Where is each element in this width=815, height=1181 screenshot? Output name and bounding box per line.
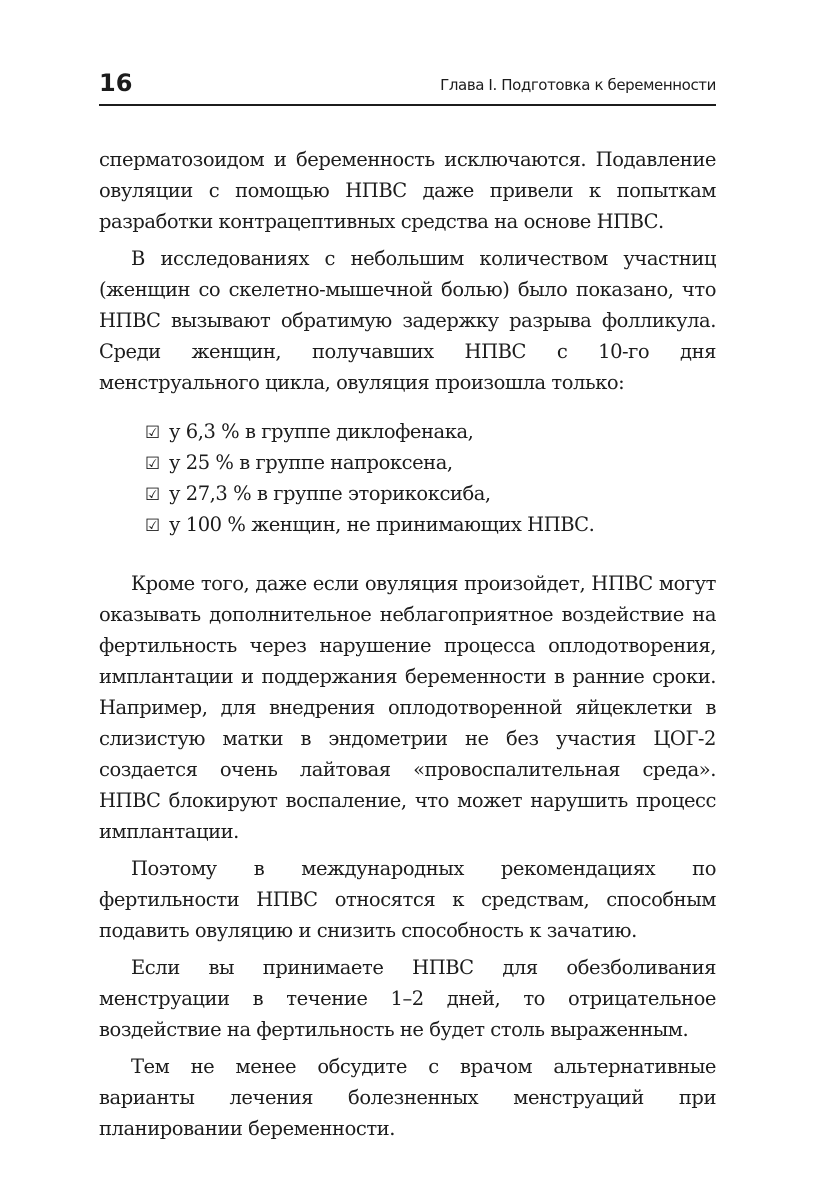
paragraph: В исследованиях с небольшим количеством участниц (женщин со скелетно-мышечной болью) было показано, что НПВС вызывают обратимую задержку разрыва фолликула. Среди женщин, получавших НПВС с 10-го дня менструального цикла, овуляция произошла только:: [99, 247, 716, 394]
list-item-text: у 6,3 % в группе диклофенака,: [169, 420, 474, 443]
paragraph: сперматозоидом и беременность исключаются. Подавление овуляции с помощью НПВС даже привели к попыткам разработки контрацептивных средства на основе НПВС.: [99, 148, 716, 233]
checkbox-checked-icon: ☑: [145, 485, 160, 505]
paragraph: Если вы принимаете НПВС для обезболивания менструации в течение 1–2 дней, то отрицательное воздействие на фертильность не будет столь выраженным.: [99, 956, 716, 1041]
list-item: [145, 447, 716, 478]
paragraph: Кроме того, даже если овуляция произойдет, НПВС могут оказывать дополнительное неблагоприятное воздействие на фертильность через нарушение процесса оплодотворения, имплантации и поддержания беременности в ранние сроки. Например, для внедрения оплодотворенной яйцеклетки в слизистую матки в эндометрии не без участия ЦОГ-2 создается очень лайтовая «провоспалительная среда». НПВС блокируют воспаление, что может нарушить процесс имплантации.: [99, 572, 716, 843]
list-item: [145, 509, 716, 540]
ovulation-checklist: [99, 416, 716, 540]
list-item-text: у 25 % в группе напроксена,: [169, 451, 453, 474]
checkbox-checked-icon: ☑: [145, 516, 160, 536]
list-item-text: у 100 % женщин, не принимающих НПВС.: [169, 513, 595, 536]
checkbox-checked-icon: ☑: [145, 454, 160, 474]
page-header: [99, 68, 716, 106]
list-item: [145, 416, 716, 447]
list-item-text: у 27,3 % в группе эторикоксиба,: [169, 482, 491, 505]
list-item: [145, 478, 716, 509]
paragraph: Тем не менее обсудите с врачом альтернативные варианты лечения болезненных менструаций при планировании беременности.: [99, 1055, 716, 1140]
running-title: Глава I. Подготовка к беременности: [440, 76, 716, 94]
paragraph: Поэтому в международных рекомендациях по фертильности НПВС относятся к средствам, способным подавить овуляцию и снизить способность к зачатию.: [99, 857, 716, 942]
checkbox-checked-icon: ☑: [145, 423, 160, 443]
page-body: [99, 144, 716, 1144]
page-number: 16: [99, 69, 133, 97]
